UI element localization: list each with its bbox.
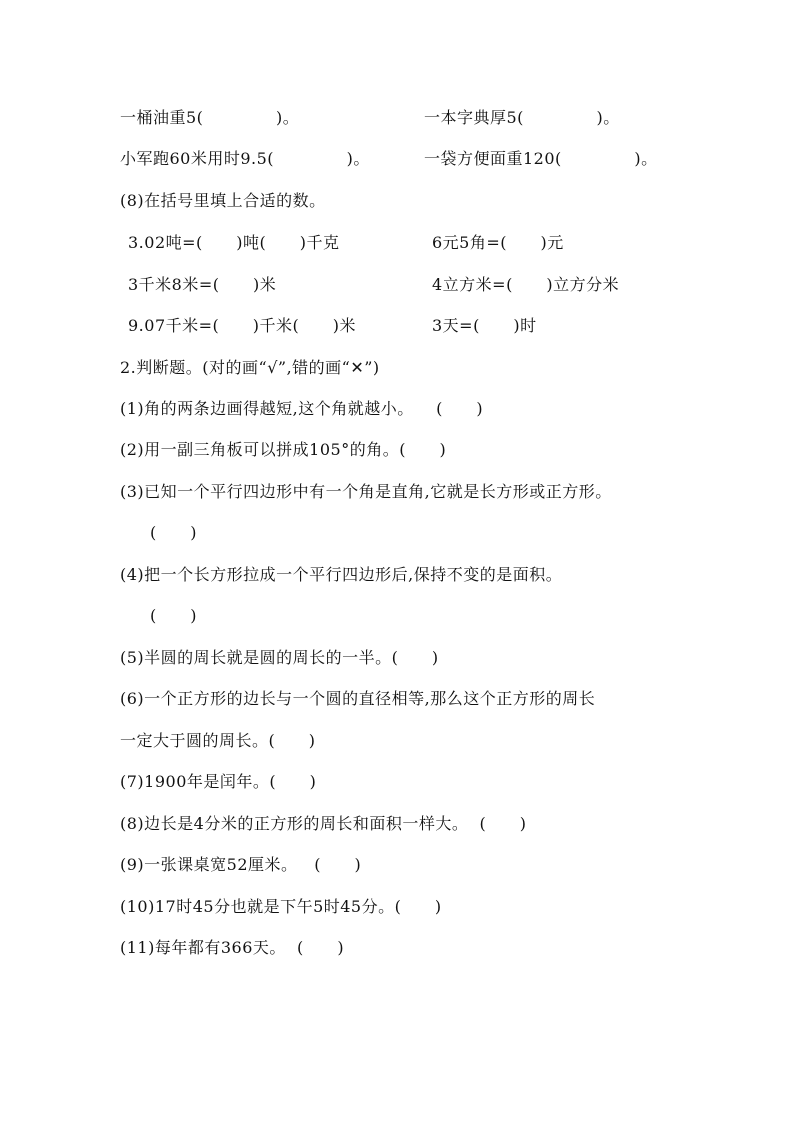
judgment-item-1: (1)角的两条边画得越短,这个角就越小。 ( ) (120, 399, 484, 418)
section-8-heading: (8)在括号里填上合适的数。 (120, 191, 326, 210)
judgment-item-6-cont: 一定大于圆的周长。( ) (120, 731, 316, 750)
judgment-item-8: (8)边长是4分米的正方形的周长和面积一样大。 ( ) (120, 814, 527, 833)
judgment-item-4-answer: ( ) (150, 606, 197, 625)
judgment-item-3-answer: ( ) (150, 523, 197, 542)
conversion-days: 3天=( )时 (432, 316, 537, 335)
conversion-cubic: 4立方米=( )立方分米 (432, 275, 620, 294)
blank-noodle-weight: 一袋方便面重120( )。 (424, 149, 658, 168)
judgment-heading: 2.判断题。(对的画“√”,错的画“✕”) (120, 358, 380, 377)
judgment-item-5: (5)半圆的周长就是圆的周长的一半。( ) (120, 648, 439, 667)
judgment-item-9: (9)一张课桌宽52厘米。 ( ) (120, 855, 362, 874)
judgment-item-7: (7)1900年是闰年。( ) (120, 772, 317, 791)
judgment-item-4: (4)把一个长方形拉成一个平行四边形后,保持不变的是面积。 (120, 565, 563, 584)
blank-dictionary-thickness: 一本字典厚5( )。 (424, 108, 620, 127)
judgment-item-6: (6)一个正方形的边长与一个圆的直径相等,那么这个正方形的周长 (120, 689, 596, 708)
blank-running-time: 小军跑60米用时9.5( )。 (120, 149, 370, 168)
judgment-item-2: (2)用一副三角板可以拼成105°的角。( ) (120, 440, 447, 459)
judgment-item-10: (10)17时45分也就是下午5时45分。( ) (120, 897, 442, 916)
judgment-item-11: (11)每年都有366天。 ( ) (120, 938, 345, 957)
conversion-tons: 3.02吨=( )吨( )千克 (128, 233, 340, 252)
conversion-yuan: 6元5角=( )元 (432, 233, 564, 252)
conversion-km-m: 3千米8米=( )米 (128, 275, 277, 294)
conversion-km: 9.07千米=( )千米( )米 (128, 316, 357, 335)
blank-oil-weight: 一桶油重5( )。 (120, 108, 300, 127)
judgment-item-3: (3)已知一个平行四边形中有一个角是直角,它就是长方形或正方形。 (120, 482, 612, 501)
